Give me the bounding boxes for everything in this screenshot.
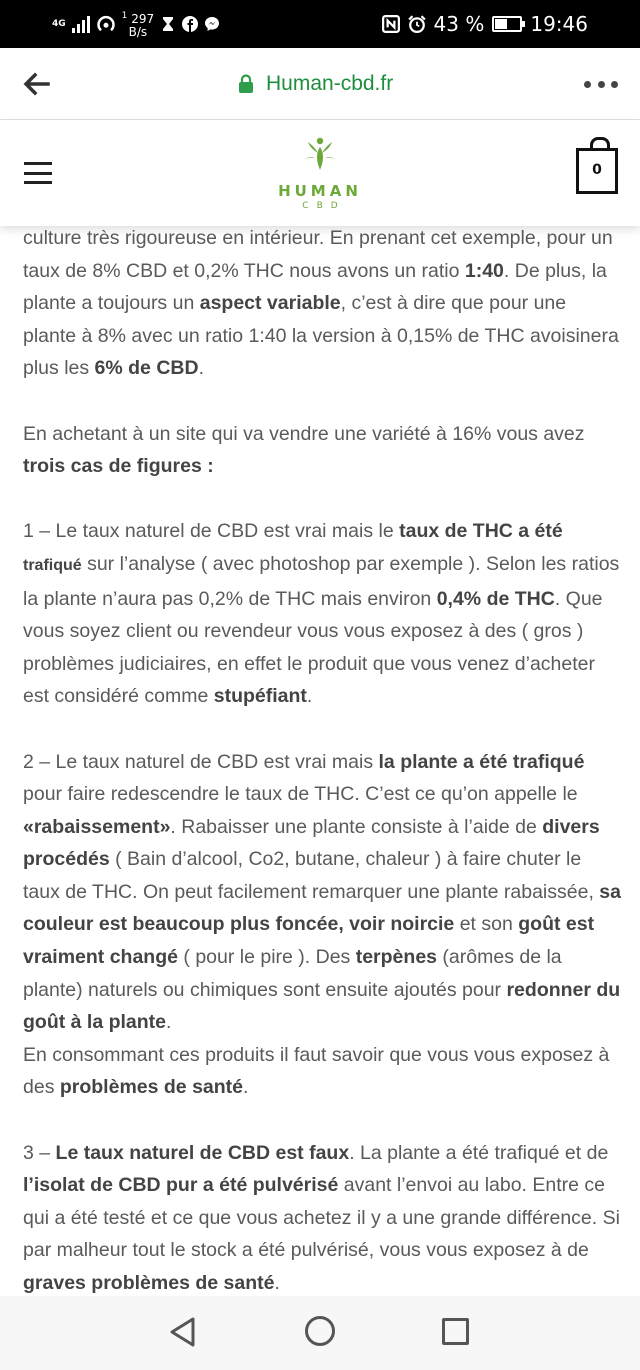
cart-count: 0 [592, 162, 602, 178]
url-text: Human-cbd.fr [266, 72, 394, 95]
network-type-label: 4G [52, 18, 66, 29]
hamburger-menu-icon[interactable] [24, 162, 52, 184]
speed-superscript: 1 [121, 10, 128, 21]
status-right [382, 8, 588, 40]
cart-button[interactable] [576, 148, 618, 194]
address-bar[interactable] [238, 70, 393, 98]
battery-percent: 43 % [433, 12, 485, 36]
nav-back-icon[interactable] [168, 1316, 198, 1348]
status-left [52, 8, 220, 40]
lock-icon [238, 74, 254, 94]
logo-subtitle: CBD [302, 201, 346, 211]
speed-unit: B/s [128, 24, 148, 39]
article-paragraph-1: culture très rigoureuse en intérieur. En prenant cet exemple, pour un taux de 8% CBD et 0,2% THC nous avons un ratio 1:40. De plus, la plante a toujours un aspect variable, c’est à dire que pour une plante à 8% avec un ratio 1:40 la version à 0,15% de THC avoisinera plus les 6% de CBD. [23, 227, 619, 380]
facebook-icon [182, 16, 198, 32]
article-paragraph-5: 3 – Le taux naturel de CBD est faux. La plante a été trafiqué et de l’isolat de CBD pur a été pulvérisé avant l’envoi au labo. Entre ce qui a été testé et ce que vous achetez il y a une grande différence. Si par malheur tout le stock a été pulvérisé, vous vous exposez à de graves problèmes de santé. [23, 1141, 620, 1294]
nfc-icon [382, 15, 400, 33]
messenger-icon [204, 16, 220, 32]
alarm-icon [408, 15, 426, 33]
article-paragraph-4: 2 – Le taux naturel de CBD est vrai mais la plante a été trafiqué pour faire redescendre le taux de THC. C’est ce qu’on appelle le «rabaissement». Rabaisser une plante consiste à l’aide de divers procédés ( Bain d’alcool, Co2, butane, chaleur ) à faire chuter le taux de THC. On peut facilement remarquer une plante rabaissée, sa couleur est beaucoup plus foncée, voir noircie et son goût est vraiment changé ( pour le pire ). Des terpènes (arômes de la plante) naturels ou chimiques sont ensuite ajoutés pour redonner du goût à la plante. En consommant ces produits il faut savoir que vous vous exposez à des problèmes de santé. [23, 750, 621, 1099]
back-arrow-icon[interactable] [20, 68, 52, 100]
site-logo[interactable] [270, 136, 370, 216]
article-paragraph-3: 1 – Le taux naturel de CBD est vrai mais le taux de THC a été trafiqué sur l’analyse ( avec photoshop par exemple ). Selon les ratios la plante n’aura pas 0,2% de THC mais environ 0,4% de THC. Que vous soyez client ou revendeur vous vous exposez à des ( gros ) problèmes judiciaires, en effet le produit que vous venez d’acheter est considéré comme stupéfiant. [23, 520, 620, 708]
browser-toolbar [0, 48, 640, 120]
nav-recent-apps-icon[interactable] [442, 1318, 469, 1345]
article-content [0, 226, 640, 1296]
logo-wordmark: HUMAN [278, 182, 362, 200]
network-speed [122, 10, 154, 39]
article-paragraph-2: En achetant à un site qui va vendre une variété à 16% vous avez trois cas de figures : [23, 422, 585, 478]
logo-figure-icon [300, 136, 340, 176]
clock: 19:46 [530, 12, 588, 36]
system-navigation-bar [0, 1296, 640, 1370]
hourglass-icon [160, 16, 176, 32]
signal-strength-icon [72, 15, 90, 33]
more-options-icon[interactable] [584, 74, 618, 94]
battery-icon [492, 16, 522, 32]
network-type [52, 20, 66, 29]
hotspot-icon [96, 14, 116, 34]
speed-value: 297 [131, 11, 155, 26]
nav-home-icon[interactable] [305, 1316, 335, 1346]
site-header [0, 120, 640, 226]
battery-fill [495, 19, 506, 29]
status-bar [0, 0, 640, 48]
